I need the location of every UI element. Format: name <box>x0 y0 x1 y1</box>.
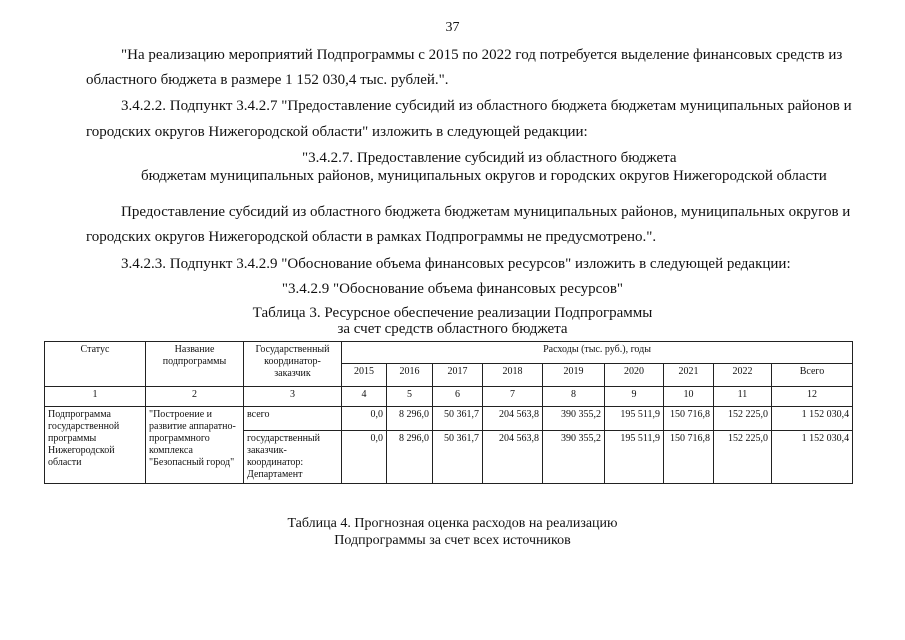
table-caption: за счет средств областного бюджета <box>337 321 568 337</box>
paragraph-line: 3.4.2.2. Подпункт 3.4.2.7 "Предоставление субсидий из областного бюджета бюджетам муниципальных районов и <box>121 98 852 114</box>
column-number: 2 <box>146 387 244 407</box>
paragraph-line: "На реализацию мероприятий Подпрограммы с 2015 по 2022 год потребуется выделение финансовых средств из <box>121 47 843 63</box>
header-expenses: Расходы (тыс. руб.), годы <box>342 342 853 364</box>
column-number: 4 <box>342 387 387 407</box>
coordinator-cell: всего <box>244 407 342 431</box>
table-caption: Таблица 3. Ресурсное обеспечение реализации Подпрограммы <box>252 305 653 321</box>
value-cell: 1 152 030,4 <box>772 407 853 431</box>
value-cell: 152 225,0 <box>714 407 772 431</box>
value-cell: 8 296,0 <box>387 407 433 431</box>
column-number: 6 <box>433 387 483 407</box>
column-number: 8 <box>543 387 605 407</box>
section-heading: бюджетам муниципальных районов, муниципальных округов и городских округов Нижегородской области <box>141 168 827 184</box>
header-coordinator: Государственный координатор-заказчик <box>244 342 342 387</box>
paragraph-line: городских округов Нижегородской области" изложить в следующей редакции: <box>86 124 588 140</box>
value-cell: 8 296,0 <box>387 431 433 484</box>
paragraph-line: городских округов Нижегородской области в рамках Подпрограммы не предусмотрено.". <box>86 229 657 245</box>
column-number: 10 <box>664 387 714 407</box>
table-row <box>45 407 853 431</box>
value-cell: 50 361,7 <box>433 431 483 484</box>
section-heading: "3.4.2.9 "Обоснование объема финансовых ресурсов" <box>281 281 624 297</box>
value-cell: 195 511,9 <box>605 407 664 431</box>
value-cell: 1 152 030,4 <box>772 431 853 484</box>
table-caption: Таблица 4. Прогнозная оценка расходов на реализацию <box>287 516 618 531</box>
year-cell: 2021 <box>664 364 714 387</box>
value-cell: 150 716,8 <box>664 407 714 431</box>
column-number: 5 <box>387 387 433 407</box>
column-number: 7 <box>483 387 543 407</box>
value-cell: 390 355,2 <box>543 407 605 431</box>
year-cell: 2015 <box>342 364 387 387</box>
year-cell: 2022 <box>714 364 772 387</box>
table-header-row <box>45 342 853 364</box>
coordinator-cell: государственный заказчик-координатор: Департамент <box>244 431 342 484</box>
resource-table <box>44 341 853 484</box>
column-number: 3 <box>244 387 342 407</box>
subprogram-name-cell: "Построение и развитие аппаратно-программного комплекса "Безопасный город" <box>146 407 244 484</box>
column-number: 12 <box>772 387 853 407</box>
column-number: 1 <box>45 387 146 407</box>
year-cell: 2016 <box>387 364 433 387</box>
value-cell: 50 361,7 <box>433 407 483 431</box>
page-number: 37 <box>445 20 460 35</box>
value-cell: 150 716,8 <box>664 431 714 484</box>
value-cell: 195 511,9 <box>605 431 664 484</box>
value-cell: 152 225,0 <box>714 431 772 484</box>
year-cell: 2018 <box>483 364 543 387</box>
year-cell: 2017 <box>433 364 483 387</box>
value-cell: 0,0 <box>342 407 387 431</box>
column-numbers-row <box>45 387 853 407</box>
paragraph-line: Предоставление субсидий из областного бюджета бюджетам муниципальных районов, муниципальных округов и <box>121 204 851 220</box>
paragraph-line: 3.4.2.3. Подпункт 3.4.2.9 "Обоснование объема финансовых ресурсов" изложить в следующей редакции: <box>121 256 791 272</box>
value-cell: 204 563,8 <box>483 407 543 431</box>
year-cell: 2019 <box>543 364 605 387</box>
section-heading: "3.4.2.7. Предоставление субсидий из областного бюджета <box>302 150 677 166</box>
value-cell: 390 355,2 <box>543 431 605 484</box>
column-number: 9 <box>605 387 664 407</box>
table-caption: Подпрограммы за счет всех источников <box>334 533 571 548</box>
header-status: Статус <box>45 342 146 387</box>
paragraph-line: областного бюджета в размере 1 152 030,4 тыс. рублей.". <box>86 72 449 88</box>
year-cell: Всего <box>772 364 853 387</box>
year-cell: 2020 <box>605 364 664 387</box>
column-number: 11 <box>714 387 772 407</box>
status-cell: Подпрограмма государственной программы Нижегородской области <box>45 407 146 484</box>
value-cell: 204 563,8 <box>483 431 543 484</box>
header-name: Название подпрограммы <box>146 342 244 387</box>
value-cell: 0,0 <box>342 431 387 484</box>
